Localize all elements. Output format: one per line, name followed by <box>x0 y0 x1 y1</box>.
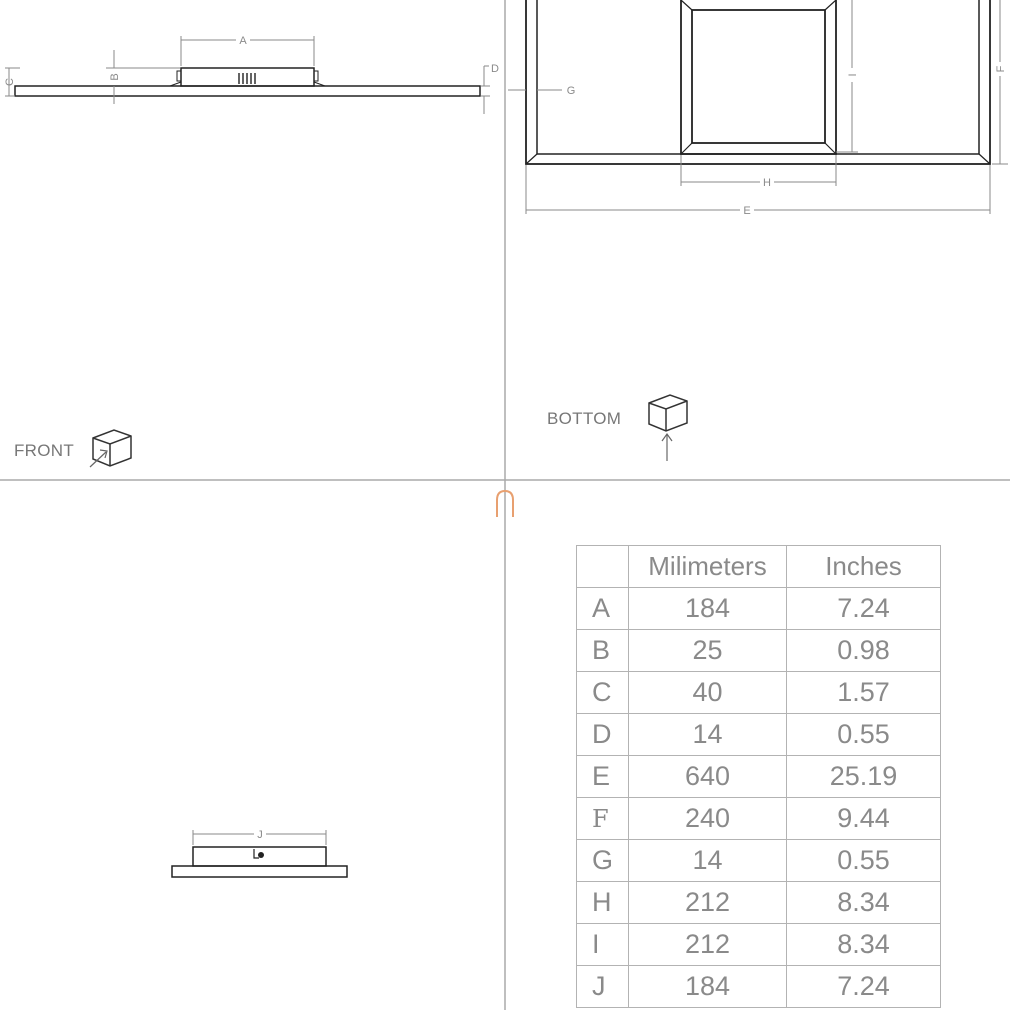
dim-label-e: E <box>743 205 751 217</box>
bottom-panel-outer <box>526 0 990 164</box>
row-mm: 640 <box>629 756 787 798</box>
dim-label-d: D <box>491 63 499 75</box>
row-dim: H <box>577 882 629 924</box>
row-inches: 0.55 <box>787 840 941 882</box>
table-row <box>577 714 941 756</box>
table-row <box>577 966 941 1008</box>
table-row <box>577 924 941 966</box>
dim-e <box>526 165 990 214</box>
row-mm: 25 <box>629 630 787 672</box>
row-inches: 0.98 <box>787 630 941 672</box>
row-inches: 7.24 <box>787 588 941 630</box>
row-dim: I <box>577 924 629 966</box>
front-view-label: FRONT <box>14 441 75 460</box>
row-dim: J <box>577 966 629 1008</box>
table-row <box>577 588 941 630</box>
bottom-panel-inner <box>537 0 979 154</box>
front-view-cube-icon <box>90 430 131 467</box>
row-mm: 14 <box>629 714 787 756</box>
connector-ridges <box>239 73 255 84</box>
header-blank <box>577 546 629 588</box>
row-mm: 212 <box>629 882 787 924</box>
row-dim: E <box>577 756 629 798</box>
dim-a <box>181 36 314 66</box>
header-millimeters: Milimeters <box>629 546 787 588</box>
row-mm: 240 <box>629 798 787 840</box>
side-view <box>172 829 347 877</box>
side-connector <box>258 852 264 858</box>
bottom-view <box>508 0 1008 217</box>
dim-label-f: F <box>995 65 1007 73</box>
row-inches: 7.24 <box>787 966 941 1008</box>
row-mm: 14 <box>629 840 787 882</box>
dim-label-g: G <box>566 85 576 97</box>
bottom-view-label: BOTTOM <box>547 409 622 428</box>
front-view <box>4 35 499 114</box>
table-row <box>577 630 941 672</box>
dim-d <box>481 66 490 114</box>
row-mm: 184 <box>629 966 787 1008</box>
row-mm: 184 <box>629 588 787 630</box>
row-inches: 9.44 <box>787 798 941 840</box>
dim-label-c: C <box>4 78 16 86</box>
row-inches: 0.55 <box>787 714 941 756</box>
dimensions-table <box>576 545 941 1008</box>
dim-f <box>992 0 1008 164</box>
table-row <box>577 756 941 798</box>
row-mm: 40 <box>629 672 787 714</box>
row-dim: A <box>577 588 629 630</box>
table-row <box>577 798 941 840</box>
dim-label-b: B <box>109 73 121 81</box>
dim-label-i: I <box>847 73 859 77</box>
row-inches: 8.34 <box>787 882 941 924</box>
table-row <box>577 882 941 924</box>
bottom-view-cube-icon <box>649 395 687 461</box>
row-inches: 8.34 <box>787 924 941 966</box>
dim-label-h: H <box>763 177 771 189</box>
row-dim: C <box>577 672 629 714</box>
row-inches: 25.19 <box>787 756 941 798</box>
row-mm: 212 <box>629 924 787 966</box>
row-dim: B <box>577 630 629 672</box>
dim-label-j: J <box>257 829 263 841</box>
table-row <box>577 840 941 882</box>
row-inches: 1.57 <box>787 672 941 714</box>
dim-label-a: A <box>239 35 247 47</box>
bottom-housing-inner <box>692 10 825 143</box>
front-panel <box>15 86 480 96</box>
dim-h <box>681 155 836 186</box>
header-inches: Inches <box>787 546 941 588</box>
bottom-housing-outer <box>681 0 836 154</box>
row-dim: F <box>577 798 629 840</box>
row-dim: G <box>577 840 629 882</box>
table-header-row <box>577 546 941 588</box>
side-panel <box>172 866 347 877</box>
row-dim: D <box>577 714 629 756</box>
table-row <box>577 672 941 714</box>
